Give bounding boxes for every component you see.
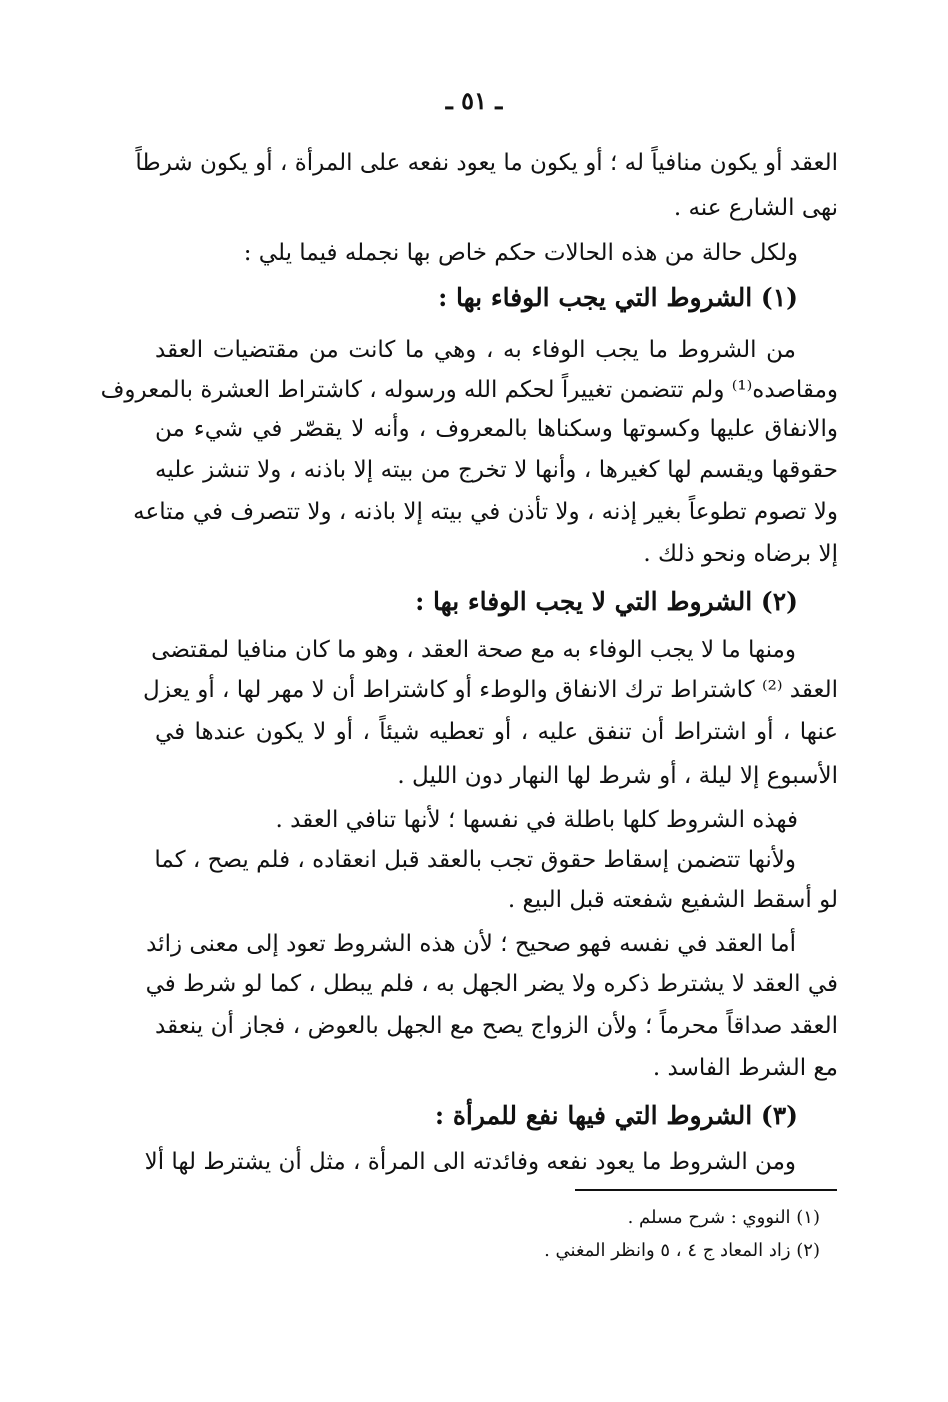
text-line: عنها ، أو اشتراط أن تنفق عليه ، أو تعطيه شيئاً ، أو لا يكون عندها في: [155, 719, 838, 745]
text-line: فهذه الشروط كلها باطلة في نفسها ؛ لأنها تنافي العقد .: [275, 807, 798, 833]
footnote-2: (٢) زاد المعاد ج ٤ ، ٥ وانظر المغني .: [544, 1240, 820, 1261]
text-line: أما العقد في نفسه فهو صحيح ؛ لأن هذه الشروط تعود إلى معنى زائد: [146, 931, 796, 957]
text-line: ومن الشروط ما يعود نفعه وفائدته الى المرأة ، مثل أن يشترط لها ألا: [144, 1149, 796, 1175]
footnote-divider: [575, 1189, 837, 1191]
text-line: نهى الشارع عنه .: [673, 195, 838, 221]
text-line: العقد ⁽²⁾ كاشتراط ترك الانفاق والوطء أو كاشتراط أن لا مهر لها ، أو يعزل: [143, 677, 838, 703]
text-line: ومقاصده⁽¹⁾ ولم تتضمن تغييراً لحكم الله ورسوله ، كاشتراط العشرة بالمعروف: [100, 377, 838, 403]
text-line: في العقد لا يشترط ذكره ولا يضر الجهل به ، فلم يبطل ، كما لو شرط في: [145, 971, 838, 997]
text-line: ولكل حالة من هذه الحالات حكم خاص بها نجمله فيما يلي :: [243, 240, 798, 266]
text-line: ومنها ما لا يجب الوفاء به مع صحة العقد ، وهو ما كان منافيا لمقتضى: [151, 637, 796, 663]
text-line: إلا برضاه ونحو ذلك .: [643, 541, 838, 567]
text-line: من الشروط ما يجب الوفاء به ، وهي ما كانت من مقتضيات العقد: [155, 337, 796, 363]
text-line: والانفاق عليها وكسوتها وسكناها بالمعروف ، وأنه لا يقصّر في شيء من: [155, 416, 838, 442]
text-line: العقد صداقاً محرماً ؛ ولأن الزواج يصح مع الجهل بالعوض ، فجاز أن ينعقد: [155, 1013, 838, 1039]
page-number: ـ ٥١ ـ: [445, 86, 503, 115]
section-heading: (٢) الشروط التي لا يجب الوفاء بها :: [415, 587, 798, 616]
text-line: الأسبوع إلا ليلة ، أو شرط لها النهار دون الليل .: [397, 763, 838, 789]
text-line: مع الشرط الفاسد .: [652, 1055, 838, 1081]
section-heading: (١) الشروط التي يجب الوفاء بها :: [438, 283, 798, 312]
footnote-1: (١) النووي : شرح مسلم .: [627, 1207, 820, 1228]
text-line: حقوقها ويقسم لها كغيرها ، وأنها لا تخرج من بيته إلا باذنه ، ولا تنشز عليه: [155, 457, 838, 483]
text-line: العقد أو يكون منافياً له ؛ أو يكون ما يعود نفعه على المرأة ، أو يكون شرطاً: [135, 150, 838, 176]
text-line: ولا تصوم تطوعاً بغير إذنه ، ولا تأذن في بيته إلا باذنه ، ولا تتصرف في متاعه: [133, 499, 838, 525]
text-line: لو أسقط الشفيع شفعته قبل البيع .: [507, 887, 838, 913]
text-line: ولأنها تتضمن إسقاط حقوق تجب بالعقد قبل انعقاده ، فلم يصح ، كما: [154, 847, 796, 873]
section-heading: (٣) الشروط التي فيها نفع للمرأة :: [434, 1101, 798, 1130]
